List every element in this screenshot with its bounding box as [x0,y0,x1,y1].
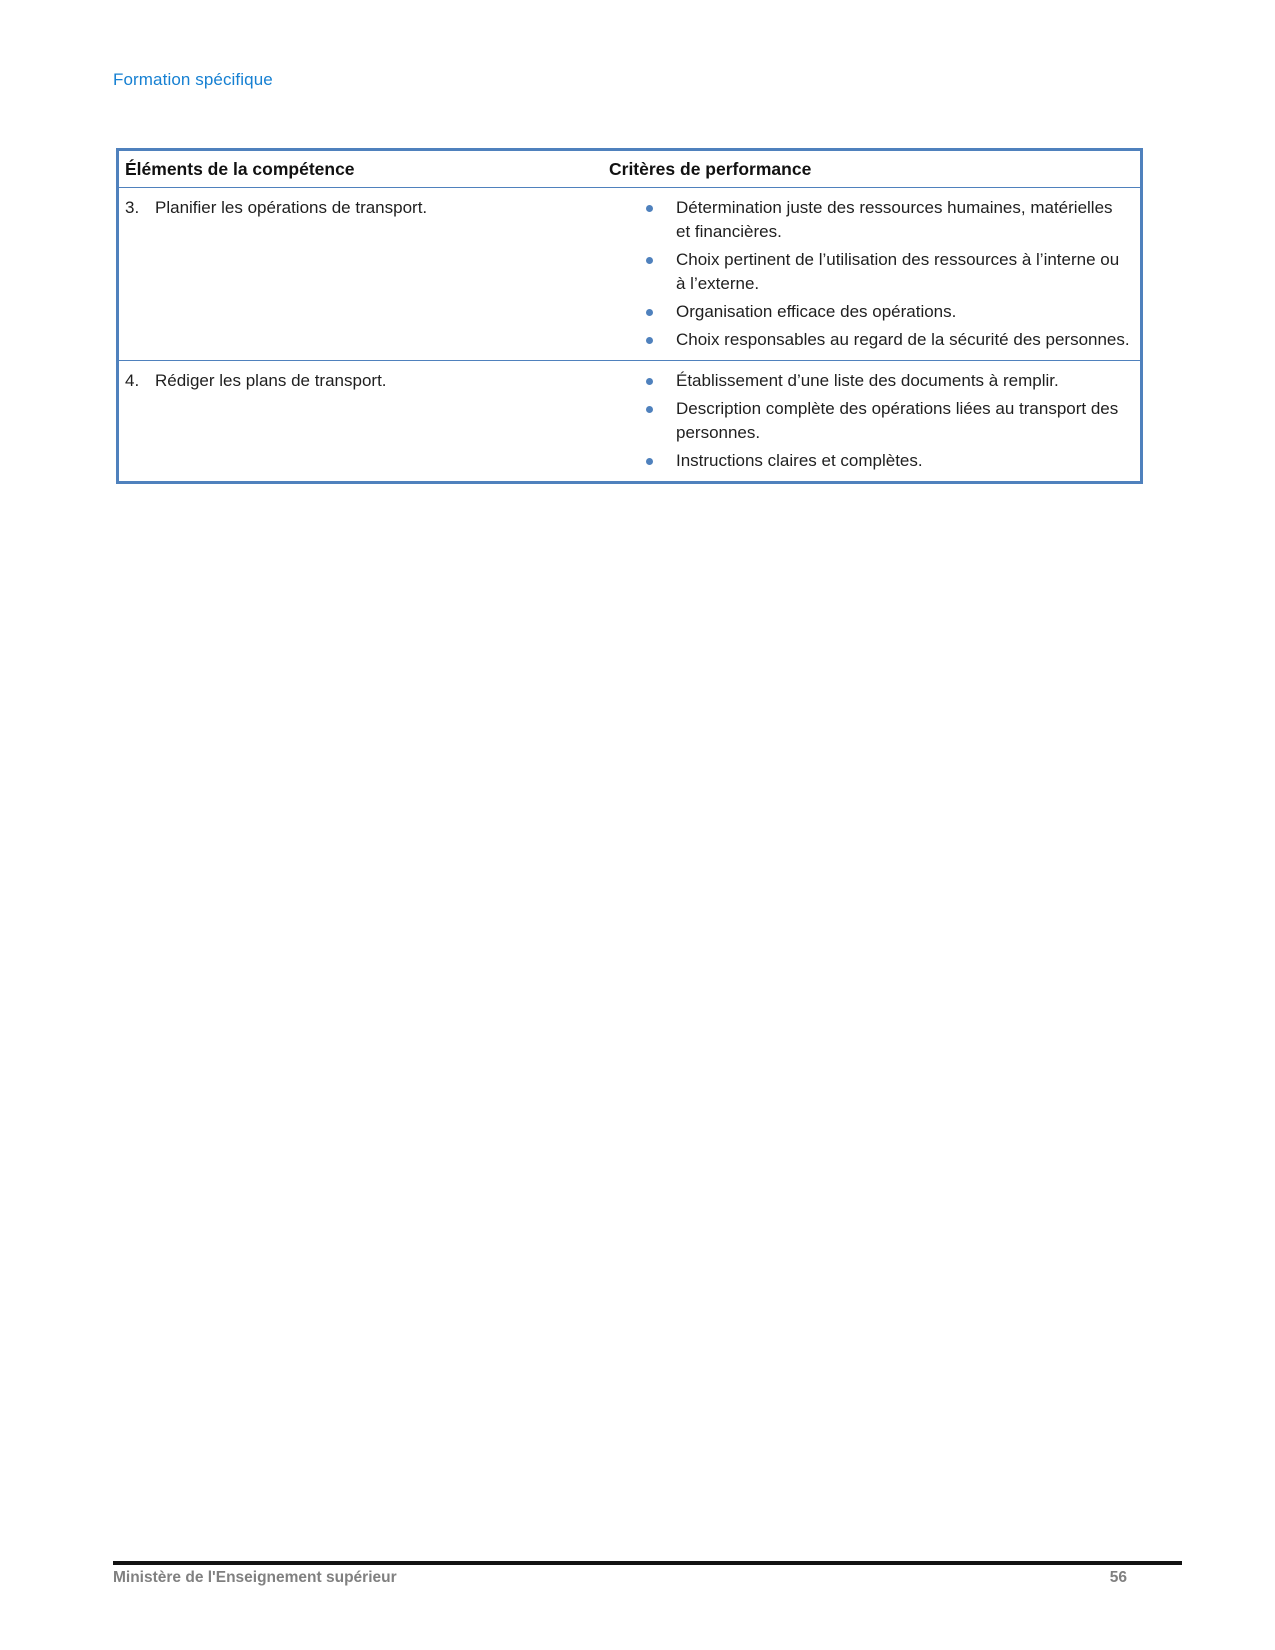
criterion-text: Établissement d’une liste des documents à remplir. [676,371,1059,390]
list-item [644,369,1130,393]
page-footer [113,1561,1182,1587]
item-number: 4. [125,371,140,390]
footer-ministry-text: Ministère de l'Enseignement supérieur [113,1569,397,1586]
list-item [644,328,1130,352]
table-row [119,187,1140,360]
criteria-list [644,196,1130,352]
list-item [644,449,1130,473]
list-item [644,196,1130,244]
element-text: Rédiger les plans de transport. [155,371,387,390]
list-item [644,397,1130,445]
element-cell [119,188,609,360]
section-label: Formation spécifique [113,70,273,89]
element-text: Planifier les opérations de transport. [155,198,428,217]
list-item [644,300,1130,324]
criterion-text: Instructions claires et complètes. [676,451,923,470]
criteria-list [644,369,1130,473]
criterion-text: Description complète des opérations liées au transport des personnes. [676,399,1119,442]
table-row [119,360,1140,481]
competency-table [116,148,1143,484]
criterion-text: Choix responsables au regard de la sécurité des personnes. [676,330,1130,349]
page-number: 56 [1109,1569,1127,1586]
numbered-item [125,369,595,393]
numbered-item [125,196,595,220]
criterion-text: Organisation efficace des opérations. [676,302,957,321]
criterion-text: Choix pertinent de l’utilisation des ressources à l’interne ou à l’externe. [676,250,1120,293]
criteria-cell [609,188,1140,360]
item-number: 3. [125,198,140,217]
table-header-row [119,151,1140,187]
column-header-elements: Éléments de la compétence [125,159,355,179]
list-item [644,248,1130,296]
column-header-criteria: Critères de performance [609,159,812,179]
criteria-cell [609,361,1140,481]
element-cell [119,361,609,481]
criterion-text: Détermination juste des ressources humaines, matérielles et financières. [676,198,1113,241]
